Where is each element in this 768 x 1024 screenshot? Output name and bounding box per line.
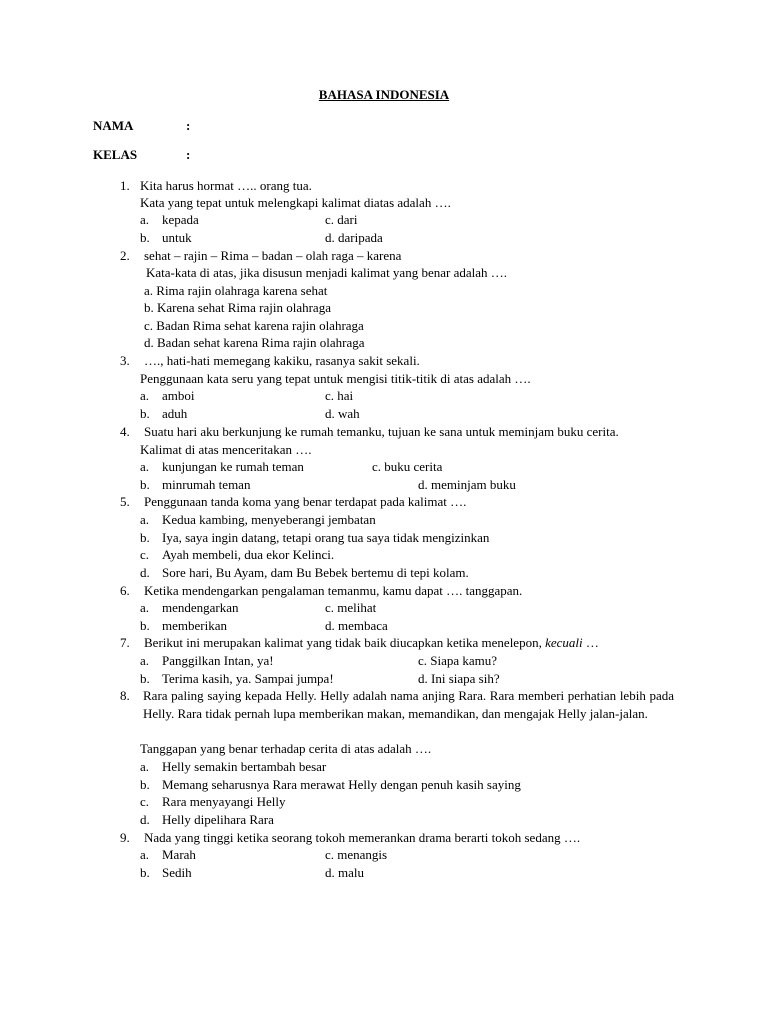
option-letter: b.	[140, 671, 150, 686]
option-letter: b.	[140, 406, 150, 421]
question-text: Rara paling saying kepada Helly. Helly adalah nama anjing Rara. Rara memberi perhatian lebih pada Helly. Rara tidak pernah lupa memberikan makan, memandikan, dan mengajak Helly jalan-jalan.	[143, 688, 674, 721]
question-number: 8.	[120, 688, 130, 703]
option-text: d. malu	[325, 865, 364, 880]
kelas-label: KELAS	[93, 147, 138, 162]
question-number: 1.	[120, 178, 130, 193]
kelas-field	[93, 147, 191, 163]
option-text: c. buku cerita	[372, 459, 443, 474]
option-text: d. meminjam buku	[418, 477, 516, 492]
option-text: Iya, saya ingin datang, tetapi orang tua saya tidak mengizinkan	[162, 530, 490, 545]
question-text: Berikut ini merupakan kalimat yang tidak baik diucapkan ketika menelepon,	[144, 635, 542, 650]
question-number: 2.	[120, 248, 130, 263]
option-text: Sedih	[162, 865, 192, 880]
option-text: d. Badan sehat karena Rima rajin olahraga	[144, 335, 365, 350]
nama-field	[93, 118, 191, 134]
page-title: BAHASA INDONESIA	[318, 87, 450, 102]
option-letter: a.	[140, 847, 150, 862]
question-stem: Penggunaan kata seru yang tepat untuk mengisi titik-titik di atas adalah ….	[140, 371, 531, 386]
option-text: d. wah	[325, 406, 360, 421]
question-text: Kita harus hormat ….. orang tua.	[140, 178, 312, 193]
option-text: Ayah membeli, dua ekor Kelinci.	[162, 547, 335, 562]
nama-colon: :	[186, 118, 191, 133]
option-text: kunjungan ke rumah teman	[162, 459, 304, 474]
question-stem: Kalimat di atas menceritakan ….	[140, 442, 312, 457]
option-text: Rara menyayangi Helly	[162, 794, 286, 809]
option-letter: a.	[140, 212, 150, 227]
option-text: amboi	[162, 388, 195, 403]
option-letter: b.	[140, 777, 150, 792]
option-letter: d.	[140, 812, 150, 827]
option-text: b. Karena sehat Rima rajin olahraga	[144, 300, 331, 315]
option-text: untuk	[162, 230, 192, 245]
question-text: …., hati-hati memegang kakiku, rasanya sakit sekali.	[144, 353, 420, 368]
option-letter: b.	[140, 230, 150, 245]
question-text: Penggunaan tanda koma yang benar terdapat pada kalimat ….	[144, 494, 467, 509]
option-letter: b.	[140, 477, 150, 492]
option-text: Memang seharusnya Rara merawat Helly dengan penuh kasih saying	[162, 777, 521, 792]
option-letter: a.	[140, 653, 150, 668]
question-number: 7.	[120, 635, 130, 650]
question-stem: Tanggapan yang benar terhadap cerita di atas adalah ….	[140, 741, 432, 756]
option-letter: a.	[140, 512, 150, 527]
question-stem: Kata yang tepat untuk melengkapi kalimat diatas adalah ….	[140, 195, 451, 210]
option-text: Marah	[162, 847, 196, 862]
option-text: d. membaca	[325, 618, 388, 633]
option-text: d. Ini siapa sih?	[418, 671, 500, 686]
question-text: sehat – rajin – Rima – badan – olah raga – karena	[144, 248, 402, 263]
option-text: memberikan	[162, 618, 227, 633]
option-text: mendengarkan	[162, 600, 239, 615]
question-stem: Kata-kata di atas, jika disusun menjadi kalimat yang benar adalah ….	[146, 265, 507, 280]
option-text: Kedua kambing, menyeberangi jembatan	[162, 512, 376, 527]
option-text: c. Siapa kamu?	[418, 653, 498, 668]
question-number: 5.	[120, 494, 130, 509]
option-letter: d.	[140, 565, 150, 580]
option-letter: c.	[140, 794, 150, 809]
question-text: Ketika mendengarkan pengalaman temanmu, kamu dapat …. tanggapan.	[144, 583, 523, 598]
option-text: Helly dipelihara Rara	[162, 812, 274, 827]
option-text: a. Rima rajin olahraga karena sehat	[144, 283, 328, 298]
option-text: c. melihat	[325, 600, 377, 615]
option-text: aduh	[162, 406, 188, 421]
option-text: c. dari	[325, 212, 358, 227]
option-text: Helly semakin bertambah besar	[162, 759, 327, 774]
option-text: c. hai	[325, 388, 354, 403]
option-letter: a.	[140, 388, 150, 403]
question-tail: …	[582, 635, 599, 650]
option-letter: a.	[140, 759, 150, 774]
option-letter: b.	[140, 530, 150, 545]
question-text: Suatu hari aku berkunjung ke rumah temanku, tujuan ke sana untuk meminjam buku cerita.	[144, 424, 619, 439]
kelas-colon: :	[186, 147, 191, 162]
option-letter: a.	[140, 459, 150, 474]
option-text: c. Badan Rima sehat karena rajin olahraga	[144, 318, 364, 333]
question-number: 6.	[120, 583, 130, 598]
option-letter: b.	[140, 865, 150, 880]
option-text: d. daripada	[325, 230, 383, 245]
nama-label: NAMA	[93, 118, 134, 133]
option-text: c. menangis	[325, 847, 388, 862]
option-letter: c.	[140, 547, 150, 562]
option-letter: b.	[140, 618, 150, 633]
question-emphasis: kecuali	[545, 635, 583, 650]
option-letter: a.	[140, 600, 150, 615]
option-text: Panggilkan Intan, ya!	[162, 653, 274, 668]
question-number: 3.	[120, 353, 130, 368]
question-text: Nada yang tinggi ketika seorang tokoh memerankan drama berarti tokoh sedang ….	[144, 830, 581, 845]
question-number: 4.	[120, 424, 130, 439]
option-text: Sore hari, Bu Ayam, dam Bu Bebek bertemu di tepi kolam.	[162, 565, 469, 580]
option-text: minrumah teman	[162, 477, 251, 492]
option-text: Terima kasih, ya. Sampai jumpa!	[162, 671, 334, 686]
question-number: 9.	[120, 830, 130, 845]
option-text: kepada	[162, 212, 199, 227]
